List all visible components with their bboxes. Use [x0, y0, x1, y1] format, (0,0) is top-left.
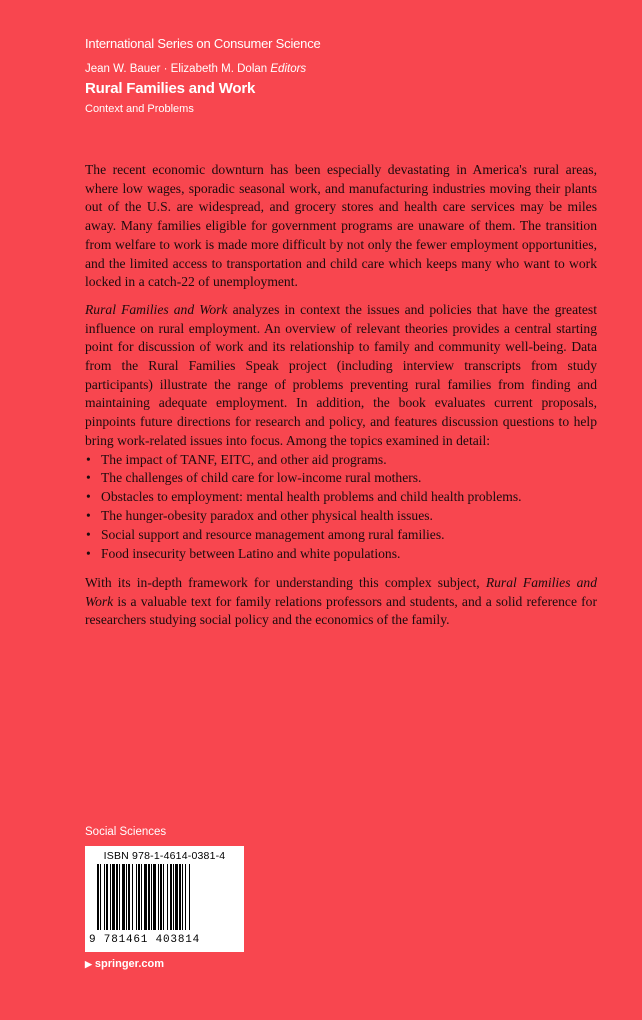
- barcode-bar: [110, 864, 111, 930]
- barcode-bar: [136, 864, 137, 930]
- bullet-icon: •: [86, 470, 91, 486]
- list-item: • The impact of TANF, EITC, and other aid programs.: [85, 451, 597, 470]
- barcode-bar: [138, 864, 140, 930]
- barcode-bar: [163, 864, 164, 930]
- blurb: [85, 161, 597, 639]
- blurb-paragraph-3: With its in-depth framework for understanding this complex subject, Rural Families and Work is a valuable text for family relations professors and students, and a solid reference for researchers studying social policy and the economics of the family.: [85, 574, 597, 628]
- list-item: • The challenges of child care for low-income rural mothers.: [85, 469, 597, 488]
- barcode-bar: [119, 864, 120, 930]
- isbn-barcode: [85, 846, 244, 952]
- series-title: International Series on Consumer Science: [85, 36, 321, 51]
- bullet-icon: •: [86, 546, 91, 562]
- barcode-bar: [106, 864, 108, 930]
- barcode-bar: [153, 864, 156, 930]
- authors-role: Editors: [270, 63, 307, 75]
- barcode-bar: [179, 864, 181, 930]
- authors-line: [85, 63, 605, 75]
- barcode-bar: [189, 864, 190, 930]
- springer-link[interactable]: ▶ springer.com: [85, 958, 164, 970]
- barcode-bar: [160, 864, 162, 930]
- book-title: Rural Families and Work: [85, 80, 256, 97]
- barcode-bar: [97, 864, 99, 930]
- arrow-right-icon: ▶: [85, 959, 92, 969]
- blurb-paragraph-2-text: analyzes in context the issues and policies that have the greatest influence on rural employment. An overview of relevant theories provides a central starting point for discussion of work and its relationship to family and community well-being. Data from the Rural Families Speak project (including interview transcripts from study participants) illustrate the range of problems preventing rural families from finding and maintaining adequate employment. In addition, the book evaluates current proposals, pinpoints future directions for research and policy, and features discussion questions to help bring work-related issues into focus. Among the topics examined in detail:: [85, 301, 597, 448]
- barcode-bar: [126, 864, 127, 930]
- blurb-paragraph-1: The recent economic downturn has been especially devastating in America's rural areas, where low wages, sporadic seasonal work, and manufacturing industries moving their plants out of the U.S. are widespread, and grocery stores and health care services may be miles away. Many families eligible for government programs are unaware of them. The transition from welfare to work is made more difficult by not only the fewer employment opportunities, and the limited access to transportation and child care which keeps many who want to work locked in a catch-22 of unemployment.: [85, 162, 597, 290]
- barcode-bar: [182, 864, 183, 930]
- barcode-bar: [175, 864, 178, 930]
- barcode-bar: [141, 864, 142, 930]
- book-subtitle: Context and Problems: [85, 103, 194, 115]
- list-item: • Food insecurity between Latino and white populations.: [85, 545, 597, 564]
- book-title-italic: Rural Families and Work: [85, 301, 228, 317]
- isbn-label: ISBN 978-1-4614-0381-4: [103, 850, 226, 862]
- book-title-italic: Rural Families and Work: [85, 574, 597, 609]
- barcode-bar: [116, 864, 118, 930]
- bullet-icon: •: [86, 451, 91, 467]
- barcode-bar: [148, 864, 150, 930]
- barcode-bar: [112, 864, 115, 930]
- barcode-bar: [128, 864, 130, 930]
- barcode-bar: [158, 864, 159, 930]
- bullet-icon: •: [86, 489, 91, 505]
- topics-list: [85, 451, 597, 564]
- bullet-icon: •: [86, 508, 91, 524]
- authors-names: Jean W. Bauer · Elizabeth M. Dolan: [85, 63, 268, 75]
- list-item: • Obstacles to employment: mental health problems and child health problems.: [85, 488, 597, 507]
- list-item: • Social support and resource management among rural families.: [85, 526, 597, 545]
- subject-category: Social Sciences: [85, 826, 167, 838]
- blurb-paragraph-2: [85, 301, 597, 451]
- barcode-digits: 9 781461 403814: [89, 934, 201, 946]
- bullet-icon: •: [86, 527, 91, 543]
- barcode-bar: [167, 864, 168, 930]
- barcode-bar: [144, 864, 147, 930]
- barcode-bar: [104, 864, 105, 930]
- barcode-bar: [170, 864, 172, 930]
- barcode-bar: [185, 864, 186, 930]
- barcode-bar: [100, 864, 101, 930]
- barcode-bar: [173, 864, 174, 930]
- list-item: • The hunger-obesity paradox and other physical health issues.: [85, 507, 597, 526]
- barcode-bar: [132, 864, 133, 930]
- barcode-bar: [122, 864, 125, 930]
- barcode-graphic: [95, 864, 234, 934]
- cover-header: [85, 36, 605, 115]
- barcode-bar: [151, 864, 152, 930]
